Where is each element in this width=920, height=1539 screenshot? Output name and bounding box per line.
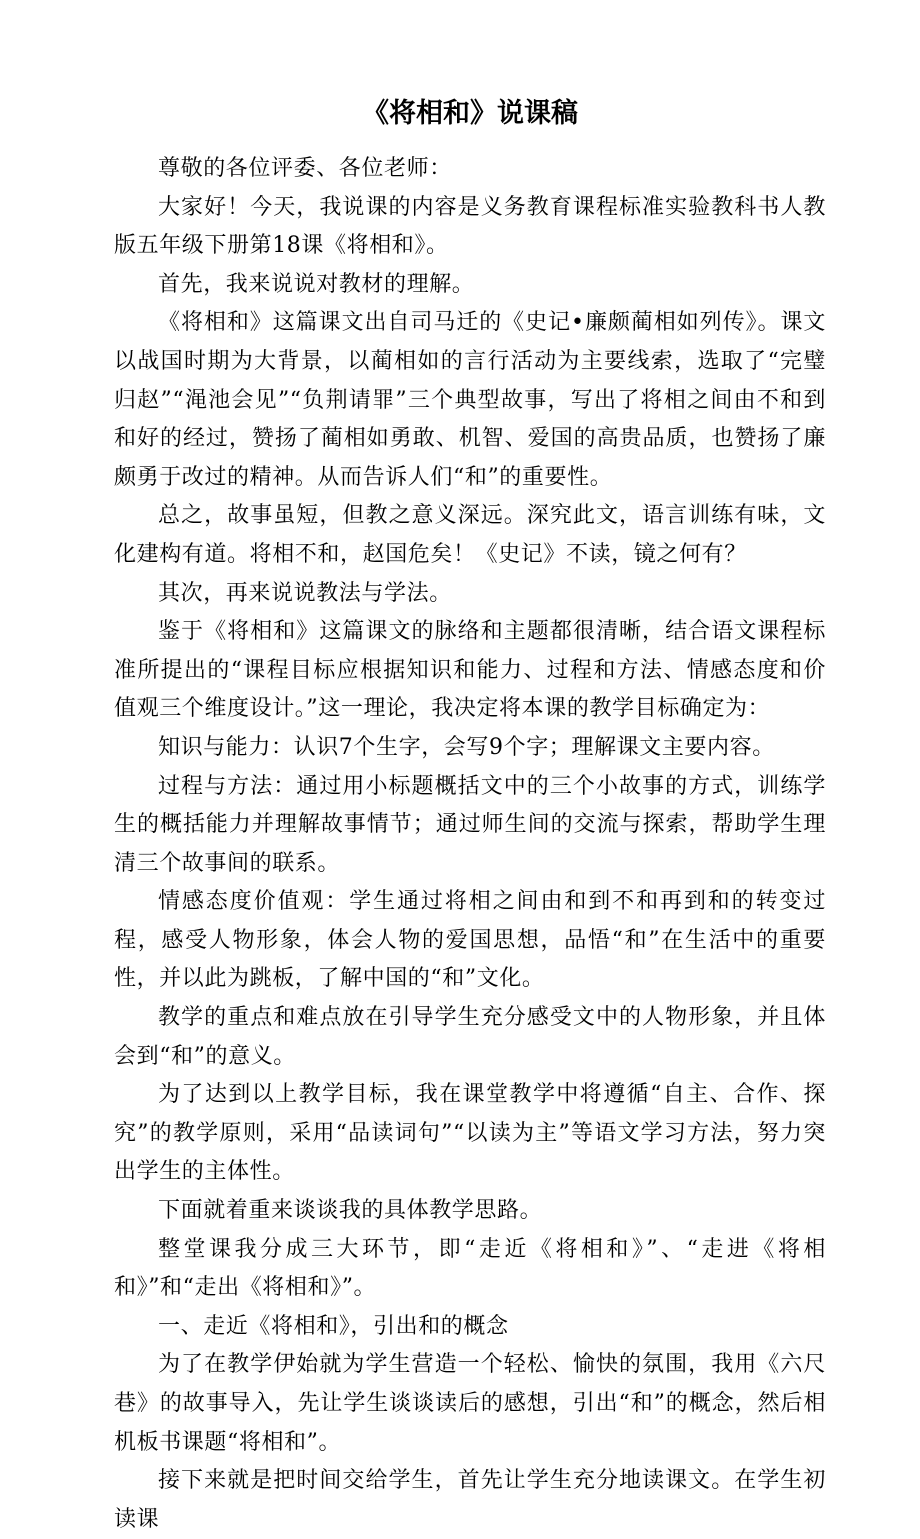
paragraph-section-methods: 其次，再来说说教法与学法。: [158, 580, 452, 606]
paragraph-stage-one-heading: 一、走近《将相和》，引出和的概念: [158, 1313, 509, 1339]
paragraph-objectives-intro: 鉴于《将相和》这篇课文的脉络和主题都很清晰，结合语文课程标准所提出的“课程目标应根据知识和能力、过程和方法、情感态度和价值观三个维度设计。”这一理论，我决定将本课的教学目标确定为：: [114, 619, 826, 722]
paragraph-summary: 总之，故事虽短，但教之意义深远。深究此文，语言训练有味，文化建构有道。将相不和，赵国危矣！《史记》不读，镜之何有？: [114, 503, 826, 567]
paragraph-greeting: 尊敬的各位评委、各位老师：: [158, 156, 452, 181]
document-title: 《将相和》说课稿: [362, 98, 578, 129]
paragraph-three-stages: 整堂课我分成三大环节，即“走近《将相和》”、“走进《将相和》”和“走出《将相和》”。: [114, 1236, 826, 1301]
paragraph-reading: 接下来就是把时间交给学生，首先让学生充分地读课文。在学生初读课: [114, 1468, 826, 1532]
paragraph-stage-one-intro: 为了在教学伊始就为学生营造一个轻松、愉快的氛围，我用《六尺巷》的故事导入，先让学生谈谈读后的感想，引出“和”的概念，然后相机板书课题“将相和”。: [114, 1352, 826, 1455]
paragraph-intro: 大家好！今天，我说课的内容是义务教育课程标准实验教科书人教版五年级下册第18课《将相和》。: [114, 194, 826, 259]
paragraph-teaching-principles: 为了达到以上教学目标，我在课堂教学中将遵循“自主、合作、探究”的教学原则，采用“品读词句”“以读为主”等语文学习方法，努力突出学生的主体性。: [114, 1082, 826, 1185]
paragraph-objective-process: 过程与方法：通过用小标题概括文中的三个小故事的方式，训练学生的概括能力并理解故事情节；通过师生间的交流与探索，帮助学生理清三个故事间的联系。: [114, 773, 826, 876]
paragraph-objective-values: 情感态度价值观：学生通过将相之间由和到不和再到和的转变过程，感受人物形象，体会人物的爱国思想，品悟“和”在生活中的重要性，并以此为跳板，了解中国的“和”文化。: [114, 889, 826, 992]
paragraph-section-approach: 下面就着重来谈谈我的具体教学思路。: [158, 1198, 543, 1224]
document-body: [114, 150, 826, 1539]
paragraph-section-textbook: 首先，我来说说对教材的理解。: [158, 271, 475, 297]
paragraph-textbook-analysis: 《将相和》这篇课文出自司马迁的《史记•廉颇蔺相如列传》。课文以战国时期为大背景，以蔺相如的言行活动为主要线索，选取了“完璧归赵”“渑池会见”“负荆请罪”三个典型故事，写出了将相之间由不和到和好的经过，赞扬了蔺相如勇敢、机智、爱国的高贵品质，也赞扬了廉颇勇于改过的精神。从而告诉人们“和”的重要性。: [114, 310, 826, 490]
paragraph-objective-knowledge: 知识与能力：认识7个生字，会写9个字；理解课文主要内容。: [158, 734, 775, 760]
paragraph-key-points: 教学的重点和难点放在引导学生充分感受文中的人物形象，并且体会到“和”的意义。: [114, 1005, 826, 1069]
